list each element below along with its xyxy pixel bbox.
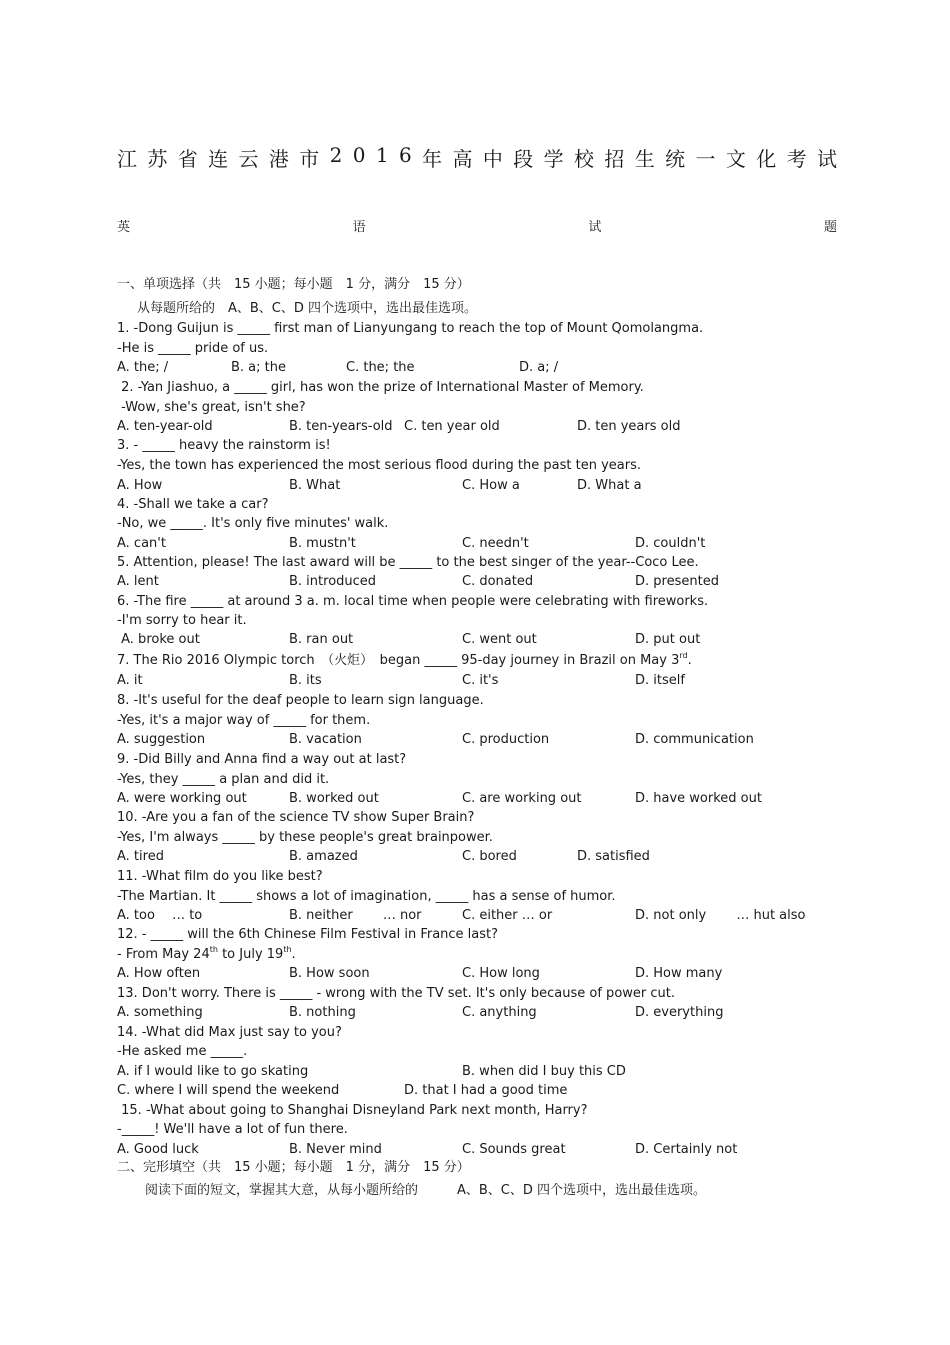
section2-instruction: 阅读下面的短文，掌握其大意，从每小题所给的 A、B、C、D 四个选项中，选出最佳选项。 [145,1183,707,1198]
q8-option-c[interactable]: C. production [462,732,550,747]
q5-line1: 5. Attention, please! The last award will be _____ to the best singer of the year--Coco Lee. [117,555,699,570]
q13-option-b[interactable]: B. nothing [289,1005,356,1020]
q2-option-d[interactable]: D. ten years old [577,419,681,434]
section1-instruction: 从每题所给的 A、B、C、D 四个选项中，选出最佳选项。 [137,301,478,316]
q7-option-c[interactable]: C. it's [462,673,499,688]
q8-option-b[interactable]: B. vacation [289,732,362,747]
q6-option-b[interactable]: B. ran out [289,632,354,647]
q6-options [117,632,837,648]
q12-options [117,966,837,982]
q15-line1: 15. -What about going to Shanghai Disneyland Park next month, Harry? [117,1103,588,1118]
q6-line2: -I'm sorry to hear it. [117,613,247,628]
title-char: 云 [238,147,259,171]
q12-to: to July 19 [217,947,284,962]
q15-options [117,1142,837,1158]
q14-option-b[interactable]: B. when did I buy this CD [462,1064,626,1079]
q4-option-c[interactable]: C. needn't [462,536,529,551]
q12-option-b[interactable]: B. How soon [289,966,370,981]
q14-line2: -He asked me _____. [117,1044,248,1059]
q9-option-d[interactable]: D. have worked out [635,791,762,806]
exam-subtitle [117,216,837,235]
q12-option-c[interactable]: C. How long [462,966,540,981]
q4-option-b[interactable]: B. mustn't [289,536,356,551]
q13-option-a[interactable]: A. something [117,1005,203,1020]
q9-options [117,791,837,807]
q3-line1: 3. - _____ heavy the rainstorm is! [117,438,331,453]
q7-options [117,673,837,689]
section1-heading: 一、单项选择（共 15 小题；每小题 1 分，满分 15 分） [117,277,470,292]
q1-line2: -He is _____ pride of us. [117,341,269,356]
title-char: 学 [543,147,564,171]
q15-option-c[interactable]: C. Sounds great [462,1142,566,1157]
q11-line1: 11. -What film do you like best? [117,869,323,884]
q10-option-a[interactable]: A. tired [117,849,164,864]
q11-option-d[interactable]: D. not only … hut also [635,908,806,923]
title-char: 高 [452,147,473,171]
q7-superscript: rd [679,651,688,660]
title-char: 市 [299,147,320,171]
q4-line2: -No, we _____. It's only five minutes' walk. [117,516,389,531]
q11-option-c[interactable]: C. either … or [462,908,553,923]
q8-options [117,732,837,748]
title-char: 统 [665,147,686,171]
title-char: 苏 [147,147,168,171]
q10-line2: -Yes, I'm always _____ by these people's great brainpower. [117,830,493,845]
q5-option-b[interactable]: B. introduced [289,574,377,589]
q6-option-a[interactable]: A. broke out [117,632,200,647]
title-char: 0 [352,143,366,167]
q1-option-a[interactable]: A. the; / [117,360,169,375]
q3-option-b[interactable]: B. What [289,478,341,493]
q6-option-d[interactable]: D. put out [635,632,701,647]
q7-option-b[interactable]: B. its [289,673,322,688]
subtitle-char: 语 [352,220,366,235]
q11-option-b[interactable]: B. neither … nor [289,908,422,923]
title-char: 段 [513,147,534,171]
q14-options-row2 [117,1083,837,1099]
q15-option-d[interactable]: D. Certainly not [635,1142,738,1157]
q11-line2: -The Martian. It _____ shows a lot of imagination, _____ has a sense of humor. [117,889,616,904]
title-char: 中 [482,147,503,171]
q3-option-a[interactable]: A. How [117,478,163,493]
q2-option-a[interactable]: A. ten-year-old [117,419,213,434]
q3-option-c[interactable]: C. How a [462,478,520,493]
q2-option-b[interactable]: B. ten-years-old [289,419,393,434]
q2-option-c[interactable]: C. ten year old [404,419,500,434]
q4-options [117,536,837,552]
q12-line2 [117,947,296,963]
q12-from: - From May 24 [117,947,210,962]
q7-option-d[interactable]: D. itself [635,673,685,688]
q9-option-a[interactable]: A. were working out [117,791,247,806]
q14-option-c[interactable]: C. where I will spend the weekend [117,1083,340,1098]
title-char: 省 [177,147,198,171]
q13-line1: 13. Don't worry. There is _____ - wrong with the TV set. It's only because of power cut. [117,986,675,1001]
q8-option-a[interactable]: A. suggestion [117,732,206,747]
q8-line1: 8. -It's useful for the deaf people to learn sign language. [117,693,484,708]
q1-options [117,360,837,376]
q4-option-a[interactable]: A. can't [117,536,166,551]
q1-option-d[interactable]: D. a; / [519,360,559,375]
q5-option-d[interactable]: D. presented [635,574,719,589]
q13-option-d[interactable]: D. everything [635,1005,724,1020]
q12-line1: 12. - _____ will the 6th Chinese Film Festival in France last? [117,927,499,942]
q6-line1: 6. -The fire _____ at around 3 a. m. local time when people were celebrating with fireworks. [117,594,709,609]
q12-sup-2: th [283,945,292,954]
title-char: 江 [117,147,137,171]
q7-text: 7. The Rio 2016 Olympic torch （火炬） began _____ 95-day journey in Brazil on May 3 [117,653,680,668]
q5-option-a[interactable]: A. lent [117,574,159,589]
subtitle-char: 试 [588,220,602,235]
title-char: 文 [725,147,746,171]
q11-options [117,908,837,924]
q3-options [117,478,837,494]
q9-option-b[interactable]: B. worked out [289,791,379,806]
q7-line1 [117,653,692,669]
q9-option-c[interactable]: C. are working out [462,791,582,806]
q9-line1: 9. -Did Billy and Anna find a way out at last? [117,752,407,767]
q7-period: . [687,653,692,668]
q10-options [117,849,837,865]
q3-line2: -Yes, the town has experienced the most serious flood during the past ten years. [117,458,641,473]
q10-line1: 10. -Are you a fan of the science TV show Super Brain? [117,810,475,825]
subtitle-char: 英 [117,220,131,235]
q4-line1: 4. -Shall we take a car? [117,497,269,512]
q12-option-a[interactable]: A. How often [117,966,201,981]
q8-line2: -Yes, it's a major way of _____ for them. [117,713,371,728]
subtitle-char: 题 [823,220,837,235]
title-char: 招 [604,147,625,171]
title-char: 6 [398,143,412,167]
title-char: 考 [786,147,807,171]
section2-heading: 二、完形填空（共 15 小题；每小题 1 分，满分 15 分） [117,1160,470,1175]
q10-option-c[interactable]: C. bored [462,849,517,864]
q13-option-c[interactable]: C. anything [462,1005,537,1020]
q5-option-c[interactable]: C. donated [462,574,534,589]
q10-option-d[interactable]: D. satisfied [577,849,650,864]
q15-option-a[interactable]: A. Good luck [117,1142,199,1157]
q5-options [117,574,837,590]
title-char: 一 [695,147,716,171]
q12-option-d[interactable]: D. How many [635,966,723,981]
title-char: 2 [329,143,343,167]
q4-option-d[interactable]: D. couldn't [635,536,706,551]
q7-option-a[interactable]: A. it [117,673,143,688]
q3-option-d[interactable]: D. What a [577,478,642,493]
q9-line2: -Yes, they _____ a plan and did it. [117,772,330,787]
q12-period: . [291,947,296,962]
q1-option-c[interactable]: C. the; the [346,360,415,375]
q15-line2: -_____! We'll have a lot of fun there. [117,1122,348,1137]
q14-options-row1 [117,1064,837,1080]
title-char: 试 [816,147,837,171]
q2-options [117,419,837,435]
title-char: 化 [756,147,777,171]
title-char: 1 [375,143,389,167]
title-char: 连 [208,147,229,171]
q12-sup-1: th [209,945,218,954]
q1-line1: 1. -Dong Guijun is _____ first man of Lianyungang to reach the top of Mount Qomolangma. [117,321,704,336]
title-char: 港 [268,147,289,171]
q14-line1: 14. -What did Max just say to you? [117,1025,342,1040]
exam-title [117,143,837,172]
q15-option-b[interactable]: B. Never mind [289,1142,382,1157]
q2-line1: 2. -Yan Jiashuo, a _____ girl, has won the prize of International Master of Memory. [117,380,644,395]
title-char: 校 [573,147,594,171]
q11-option-a[interactable]: A. too … to [117,908,203,923]
q2-line2: -Wow, she's great, isn't she? [117,400,306,415]
q1-option-b[interactable]: B. a; the [231,360,286,375]
title-char: 年 [422,147,443,171]
q10-option-b[interactable]: B. amazed [289,849,358,864]
q8-option-d[interactable]: D. communication [635,732,754,747]
q13-options [117,1005,837,1021]
q14-option-d[interactable]: D. that I had a good time [404,1083,568,1098]
title-char: 生 [634,147,655,171]
q6-option-c[interactable]: C. went out [462,632,537,647]
q14-option-a[interactable]: A. if I would like to go skating [117,1064,309,1079]
